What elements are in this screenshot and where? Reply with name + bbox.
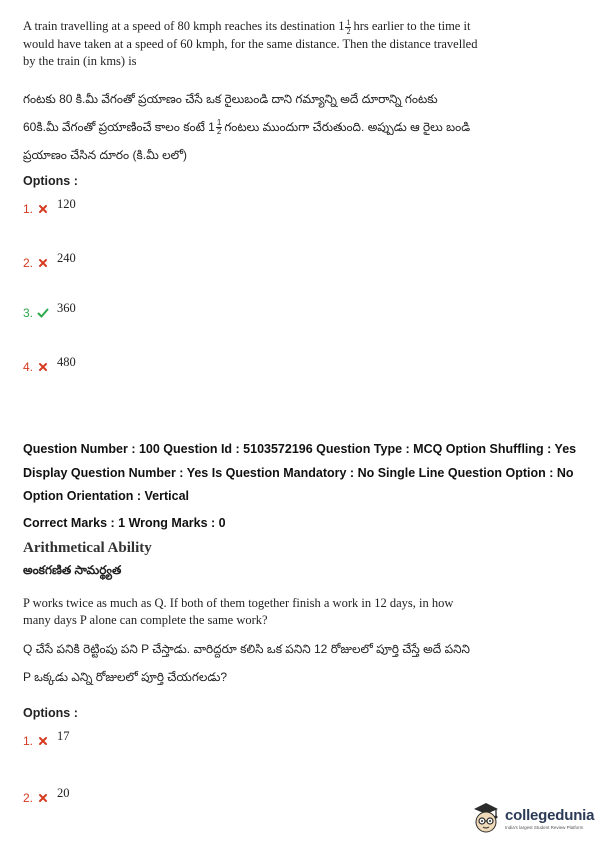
question-99-te-line-2: 60కి.మీ వేగంతో ప్రయాణించే కాలం కంటే 1 $\frac{1}{2}$ గంటలు ముందుగా చేరుతుంది. అప్పుడు ఆ రైలు బండి [23,118,471,137]
options-label: Options : [23,706,78,720]
question-99-en-line-2: would have taken at a speed of 60 kmph, for the same distance. Then the distance travelled [23,36,478,51]
cross-icon [37,735,49,747]
fraction: $\frac{1}{2}$ [216,118,222,137]
option-value: 120 [57,196,76,211]
option-value: 20 [57,785,70,800]
option-number: 2. [23,256,34,270]
question-100-te-line-1: Q చేసే పనికి రెట్టింపు పని P చేస్తాడు. వారిద్దరూ కలిసి ఒక పనిని 12 రోజులలో పూర్తి చేస్తే అదే పనిని [23,642,470,656]
question-99-te-line-1: గంటకు 80 కి.మీ వేగంతో ప్రయాణం చేసే ఒక రైలుబండి దాని గమ్యాన్ని అదే దూరాన్ని గంటకు [23,92,438,106]
cross-icon [37,361,49,373]
option-value: 17 [57,728,70,743]
option-value: 360 [57,300,76,315]
question-100-en-line-2: many days P alone can complete the same work? [23,613,268,627]
cross-icon [37,792,49,804]
question-99-en-line-1: A train travelling at a speed of 80 kmph reaches its destination 1 $\frac{1}{2}$ hrs earlier to the time it [23,17,471,36]
question-100-english [23,595,583,629]
question-100-meta [23,438,588,509]
option-number: 4. [23,360,34,374]
marks-line: Correct Marks : 1 Wrong Marks : 0 [23,516,226,530]
question-100-telugu [23,635,583,691]
question-100-te-line-2: P ఒక్కడు ఎన్ని రోజులలో పూర్తి చేయగలడు? [23,670,228,684]
logo-text-block [505,807,594,830]
cross-icon [37,257,49,269]
option-1[interactable] [23,728,70,749]
option-1[interactable] [23,196,76,217]
option-3[interactable] [23,300,76,321]
options-label: Options : [23,174,78,188]
checkmark-icon [37,307,49,319]
collegedunia-logo [470,800,594,836]
question-100-en-line-1: P works twice as much as Q. If both of them together finish a work in 12 days, in how [23,596,454,610]
option-2[interactable] [23,250,76,271]
logo-tagline: India's largest Student Review Platform [505,824,584,830]
question-99-te-line-3: ప్రయాణం చేసిన దూరం (కి.మీ లలో) [23,148,187,162]
meta-line-2: Display Question Number : Yes Is Question Mandatory : No Single Line Question Option : No [23,465,574,480]
mascot-icon [470,800,502,836]
question-99-english [23,18,583,70]
option-number: 1. [23,202,34,216]
cross-icon [37,203,49,215]
section-title: Arithmetical Ability [23,540,152,556]
section-title-telugu: అంకగణిత సామర్థ్యత [23,563,122,577]
option-2[interactable] [23,785,70,806]
meta-line-1: Question Number : 100 Question Id : 5103572196 Question Type : MCQ Option Shuffling : Yes [23,442,577,456]
logo-name: collegedunia [505,806,595,824]
option-number: 2. [23,791,34,805]
question-99-telugu [23,85,583,169]
meta-line-3: Option Orientation : Vertical [23,489,189,503]
option-number: 3. [23,306,34,320]
option-number: 1. [23,734,34,748]
option-4[interactable] [23,354,76,375]
question-99-en-line-3: by the train (in kms) is [23,53,137,68]
option-value: 480 [57,354,76,369]
fraction: $\frac{1}{2}$ [346,17,351,36]
option-value: 240 [57,250,76,265]
